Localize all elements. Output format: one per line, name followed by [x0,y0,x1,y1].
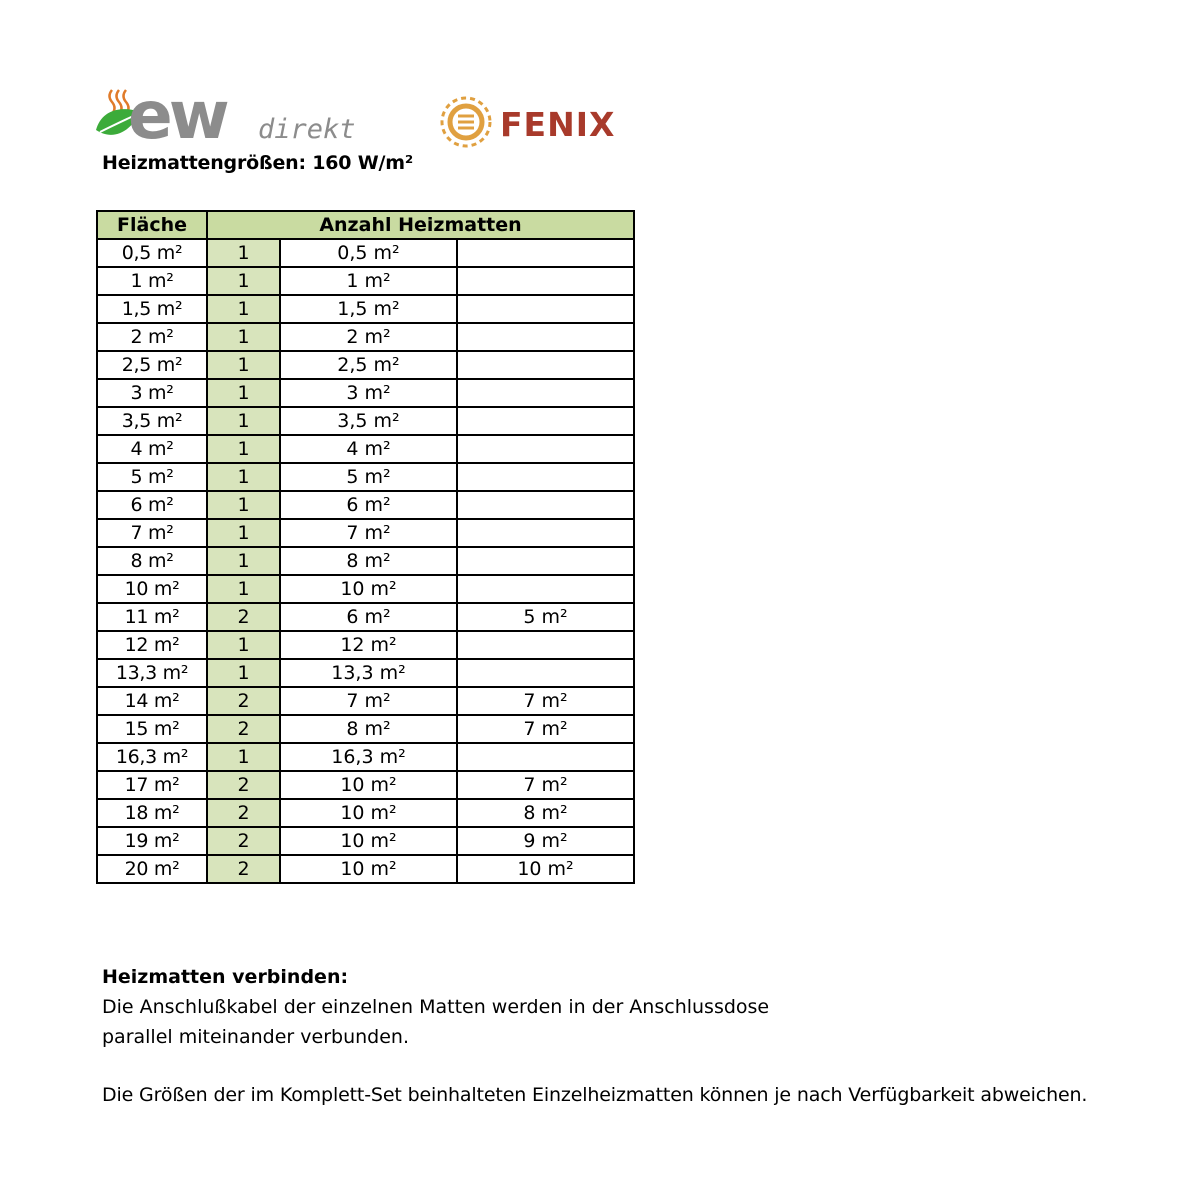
table-row [97,715,634,743]
cell-mat-2 [457,631,634,659]
cell-count: 1 [207,379,280,407]
cell-count: 2 [207,827,280,855]
cell-mat-2 [457,351,634,379]
table-row [97,575,634,603]
cell-mat-2: 8 m² [457,799,634,827]
cell-mat-2 [457,547,634,575]
ew-direkt-logo [92,86,362,146]
cell-mat-1: 10 m² [280,799,457,827]
fenix-logo [436,92,636,154]
cell-count: 2 [207,855,280,883]
cell-count: 2 [207,603,280,631]
cell-mat-2 [457,295,634,323]
cell-area: 2 m² [97,323,207,351]
table-row [97,407,634,435]
cell-count: 1 [207,491,280,519]
cell-area: 19 m² [97,827,207,855]
ew-logo-text: ew [128,86,226,146]
cell-mat-2 [457,659,634,687]
cell-mat-2 [457,575,634,603]
cell-mat-1: 10 m² [280,827,457,855]
cell-mat-1: 1 m² [280,267,457,295]
cell-count: 1 [207,463,280,491]
cell-count: 1 [207,631,280,659]
cell-mat-1: 6 m² [280,491,457,519]
cell-mat-2: 9 m² [457,827,634,855]
cell-mat-1: 12 m² [280,631,457,659]
cell-area: 3,5 m² [97,407,207,435]
connection-info [102,962,769,1052]
cell-mat-2 [457,379,634,407]
heating-mat-table [96,210,635,884]
direkt-logo-text: direkt [258,114,356,145]
cell-mat-1: 16,3 m² [280,743,457,771]
cell-mat-2: 7 m² [457,715,634,743]
cell-mat-1: 10 m² [280,855,457,883]
table-row [97,603,634,631]
cell-mat-1: 8 m² [280,715,457,743]
cell-mat-2: 7 m² [457,687,634,715]
cell-count: 1 [207,659,280,687]
cell-area: 0,5 m² [97,239,207,267]
cell-mat-2 [457,435,634,463]
table-row [97,267,634,295]
fenix-logo-text: FENIX [500,105,616,144]
cell-area: 8 m² [97,547,207,575]
table-row [97,771,634,799]
cell-mat-2: 10 m² [457,855,634,883]
column-header-area: Fläche [97,211,207,239]
table-row [97,827,634,855]
cell-mat-2 [457,407,634,435]
cell-area: 20 m² [97,855,207,883]
cell-mat-1: 4 m² [280,435,457,463]
cell-count: 1 [207,239,280,267]
cell-count: 1 [207,743,280,771]
cell-mat-2 [457,267,634,295]
table-header-row [97,211,634,239]
cell-mat-1: 5 m² [280,463,457,491]
sun-icon [442,98,490,146]
table-row [97,659,634,687]
cell-count: 2 [207,687,280,715]
cell-count: 1 [207,295,280,323]
cell-count: 2 [207,771,280,799]
cell-mat-1: 2 m² [280,323,457,351]
cell-count: 1 [207,407,280,435]
cell-area: 14 m² [97,687,207,715]
cell-area: 12 m² [97,631,207,659]
cell-mat-2 [457,463,634,491]
cell-area: 1,5 m² [97,295,207,323]
table-row [97,435,634,463]
connection-heading: Heizmatten verbinden: [102,966,349,988]
cell-count: 1 [207,519,280,547]
cell-mat-1: 8 m² [280,547,457,575]
cell-count: 1 [207,435,280,463]
cell-mat-2 [457,743,634,771]
cell-mat-2 [457,323,634,351]
cell-mat-1: 2,5 m² [280,351,457,379]
cell-mat-1: 7 m² [280,687,457,715]
cell-area: 15 m² [97,715,207,743]
cell-count: 2 [207,799,280,827]
cell-count: 1 [207,547,280,575]
cell-mat-2 [457,491,634,519]
cell-area: 17 m² [97,771,207,799]
table-row [97,799,634,827]
cell-mat-2 [457,519,634,547]
cell-area: 4 m² [97,435,207,463]
cell-area: 5 m² [97,463,207,491]
cell-count: 1 [207,267,280,295]
cell-mat-1: 0,5 m² [280,239,457,267]
cell-mat-2: 7 m² [457,771,634,799]
cell-count: 1 [207,351,280,379]
cell-mat-1: 1,5 m² [280,295,457,323]
table-row [97,631,634,659]
table-row [97,855,634,883]
table-row [97,295,634,323]
column-header-mats: Anzahl Heizmatten [207,211,634,239]
cell-count: 1 [207,575,280,603]
table-row [97,519,634,547]
cell-mat-1: 13,3 m² [280,659,457,687]
cell-area: 2,5 m² [97,351,207,379]
cell-mat-2 [457,239,634,267]
cell-count: 1 [207,323,280,351]
cell-mat-1: 10 m² [280,575,457,603]
connection-text-line1: Die Anschlußkabel der einzelnen Matten werden in der Anschlussdose [102,996,770,1018]
cell-area: 13,3 m² [97,659,207,687]
table-row [97,743,634,771]
table-row [97,547,634,575]
cell-mat-1: 6 m² [280,603,457,631]
cell-mat-1: 10 m² [280,771,457,799]
table-row [97,351,634,379]
cell-mat-1: 3,5 m² [280,407,457,435]
cell-area: 6 m² [97,491,207,519]
table-row [97,239,634,267]
cell-area: 11 m² [97,603,207,631]
cell-area: 10 m² [97,575,207,603]
table-row [97,463,634,491]
cell-area: 18 m² [97,799,207,827]
cell-mat-1: 7 m² [280,519,457,547]
cell-area: 3 m² [97,379,207,407]
cell-area: 7 m² [97,519,207,547]
page-subtitle: Heizmattengrößen: 160 W/m² [102,152,413,174]
table-row [97,323,634,351]
table-row [97,491,634,519]
cell-count: 2 [207,715,280,743]
table-row [97,687,634,715]
cell-area: 16,3 m² [97,743,207,771]
cell-mat-1: 3 m² [280,379,457,407]
availability-note: Die Größen der im Komplett-Set beinhalteten Einzelheizmatten können je nach Verfügbarkeit abweichen. [102,1084,1088,1106]
connection-text-line2: parallel miteinander verbunden. [102,1026,409,1048]
cell-area: 1 m² [97,267,207,295]
cell-mat-2: 5 m² [457,603,634,631]
table-row [97,379,634,407]
